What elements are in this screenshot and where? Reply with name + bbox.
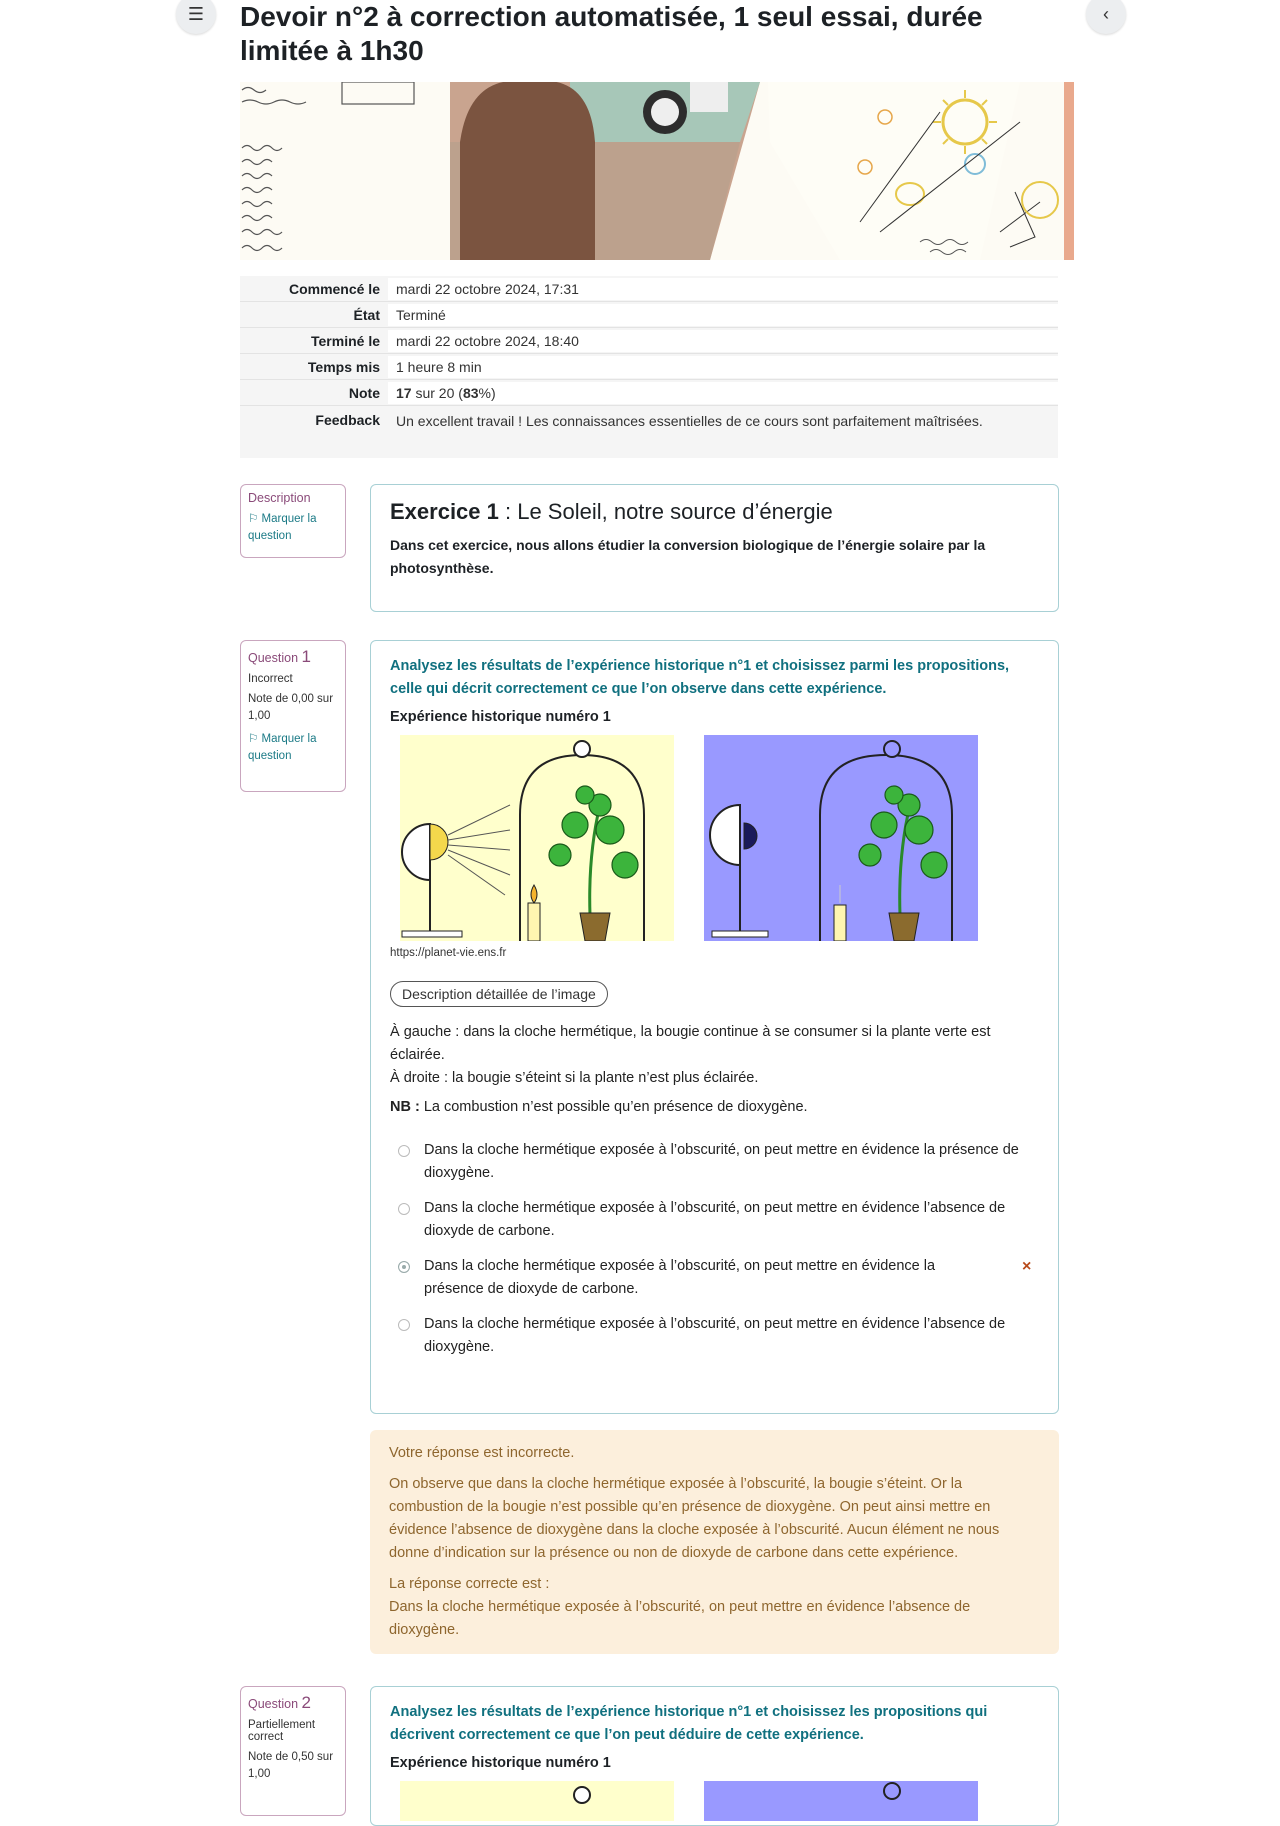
question-grade: Note de 0,50 sur 1,00 [248,1751,334,1780]
question-prompt: Analysez les résultats de l’expérience historique n°1 et choisissez les propositions qui décrivent correctement ce que l’on peut déduire de cette expérience. [390,1704,988,1743]
question-1-info-box: Question 1 Incorrect Note de 0,00 sur 1,00 ⚐ Marquer la question [240,640,346,792]
summary-row-completed: Terminé le mardi 22 octobre 2024, 18:40 [240,327,1058,353]
flag-icon: ⚐ [248,733,262,745]
summary-row-state: État Terminé [240,301,1058,327]
correct-answer-text: Dans la cloche hermétique exposée à l’obscurité, on peut mettre en évidence l’absence de dioxygène. [389,1599,971,1638]
summary-row-started: Commencé le mardi 22 octobre 2024, 17:31 [240,276,1058,301]
answer-radio[interactable] [398,1145,410,1157]
flag-question-link[interactable]: ⚐ Marquer la question [248,513,317,542]
chevron-left-icon: ‹ [1103,3,1109,24]
image-description-right: À droite : la bougie s’éteint si la plante n’est plus éclairée. [390,1070,759,1086]
question-1-content [370,640,1059,1414]
experiment-image-light [400,1781,674,1821]
experiment-image-light [400,735,674,941]
description-content [370,484,1059,612]
question-state: Partiellement correct [248,1719,316,1743]
description-info-box [240,484,346,558]
incorrect-icon: × [1022,1258,1032,1275]
question-number: 2 [301,1693,311,1712]
attempt-summary-table [240,276,1058,458]
answer-radio[interactable] [398,1319,410,1331]
answer-option: Dans la cloche hermétique exposée à l’obscurité, on peut mettre en évidence l’absence de dioxygène. [398,1313,1039,1359]
flag-question-link[interactable]: ⚐ Marquer la question [248,733,317,762]
experiment-heading: Expérience historique numéro 1 [390,1755,611,1771]
question-2-content [370,1686,1059,1826]
image-description-left: À gauche : dans la cloche hermétique, la bougie continue à se consumer si la plante verte est éclairée. [390,1024,991,1063]
feedback-explanation: On observe que dans la cloche hermétique exposée à l’obscurité, la bougie s’éteint. Or la combustion de la bougie n’est possible qu’en présence de dioxygène. On peut ainsi mettre en évidence l’absence de dioxygène dans la cloche exposée à l’obscurité. Aucun élément ne nous donne d’indication sur la présence ou non de dioxyde de carbone dans cette expérience. [389,1476,1000,1561]
summary-row-grade: Note 17 sur 20 (83%) [240,379,1058,405]
nb-note: NB : La combustion n’est possible qu’en présence de dioxygène. [390,1099,808,1115]
flag-icon: ⚐ [248,513,262,525]
menu-list-icon: ☰ [187,3,205,24]
answer-option: Dans la cloche hermétique exposée à l’obscurité, on peut mettre en évidence l’absence de dioxyde de carbone. [398,1197,1039,1243]
answer-option: Dans la cloche hermétique exposée à l’obscurité, on peut mettre en évidence la présence de dioxygène. [398,1139,1039,1185]
exercise-intro: Dans cet exercice, nous allons étudier la conversion biologique de l’énergie solaire par la photosynthèse. [390,537,986,576]
question-state: Incorrect [248,673,293,685]
page-title: Devoir n°2 à correction automatisée, 1 seul essai, durée limitée à 1h30 [240,1,983,66]
image-details-button[interactable]: Description détaillée de l’image [390,981,608,1007]
question-1-feedback [370,1430,1059,1654]
question-grade: Note de 0,00 sur 1,00 [248,693,334,722]
correct-answer-label: La réponse correcte est : [389,1576,550,1592]
image-source-caption: https://planet-vie.ens.fr [390,947,507,959]
answer-radio-checked[interactable] [398,1261,410,1273]
summary-row-time: Temps mis 1 heure 8 min [240,353,1058,379]
grade-score: 17 [396,384,412,401]
experiment-image-dark [704,1781,978,1821]
drawer-toggle-button[interactable] [176,0,216,34]
summary-row-feedback: Feedback Un excellent travail ! Les connaissances essentielles de ce cours sont parfaitement maîtrisées. [240,405,1058,458]
experiment-image-dark [704,735,978,941]
question-prompt: Analysez les résultats de l’expérience historique n°1 et choisissez parmi les propositions, celle qui décrit correctement ce que l’on observe dans cette expérience. [390,658,1010,697]
feedback-status: Votre réponse est incorrecte. [389,1445,575,1461]
description-label: Description [248,491,311,505]
experiment-images [400,1781,1039,1821]
experiment-images [400,735,1039,941]
grade-percent: 83 [462,384,479,401]
course-banner-image [240,82,1074,260]
answer-option-selected: Dans la cloche hermétique exposée à l’obscurité, on peut mettre en évidence la présence de dioxyde de carbone. × [398,1255,1039,1301]
question-2-info-box: Question 2 Partiellement correct Note de 0,50 sur 1,00 [240,1686,346,1816]
block-drawer-toggle-button[interactable] [1086,0,1126,34]
question-number: 1 [301,647,311,666]
experiment-heading: Expérience historique numéro 1 [390,709,611,725]
exercise-heading: Exercice 1 : Le Soleil, notre source d’énergie [390,499,833,524]
answer-radio[interactable] [398,1203,410,1215]
